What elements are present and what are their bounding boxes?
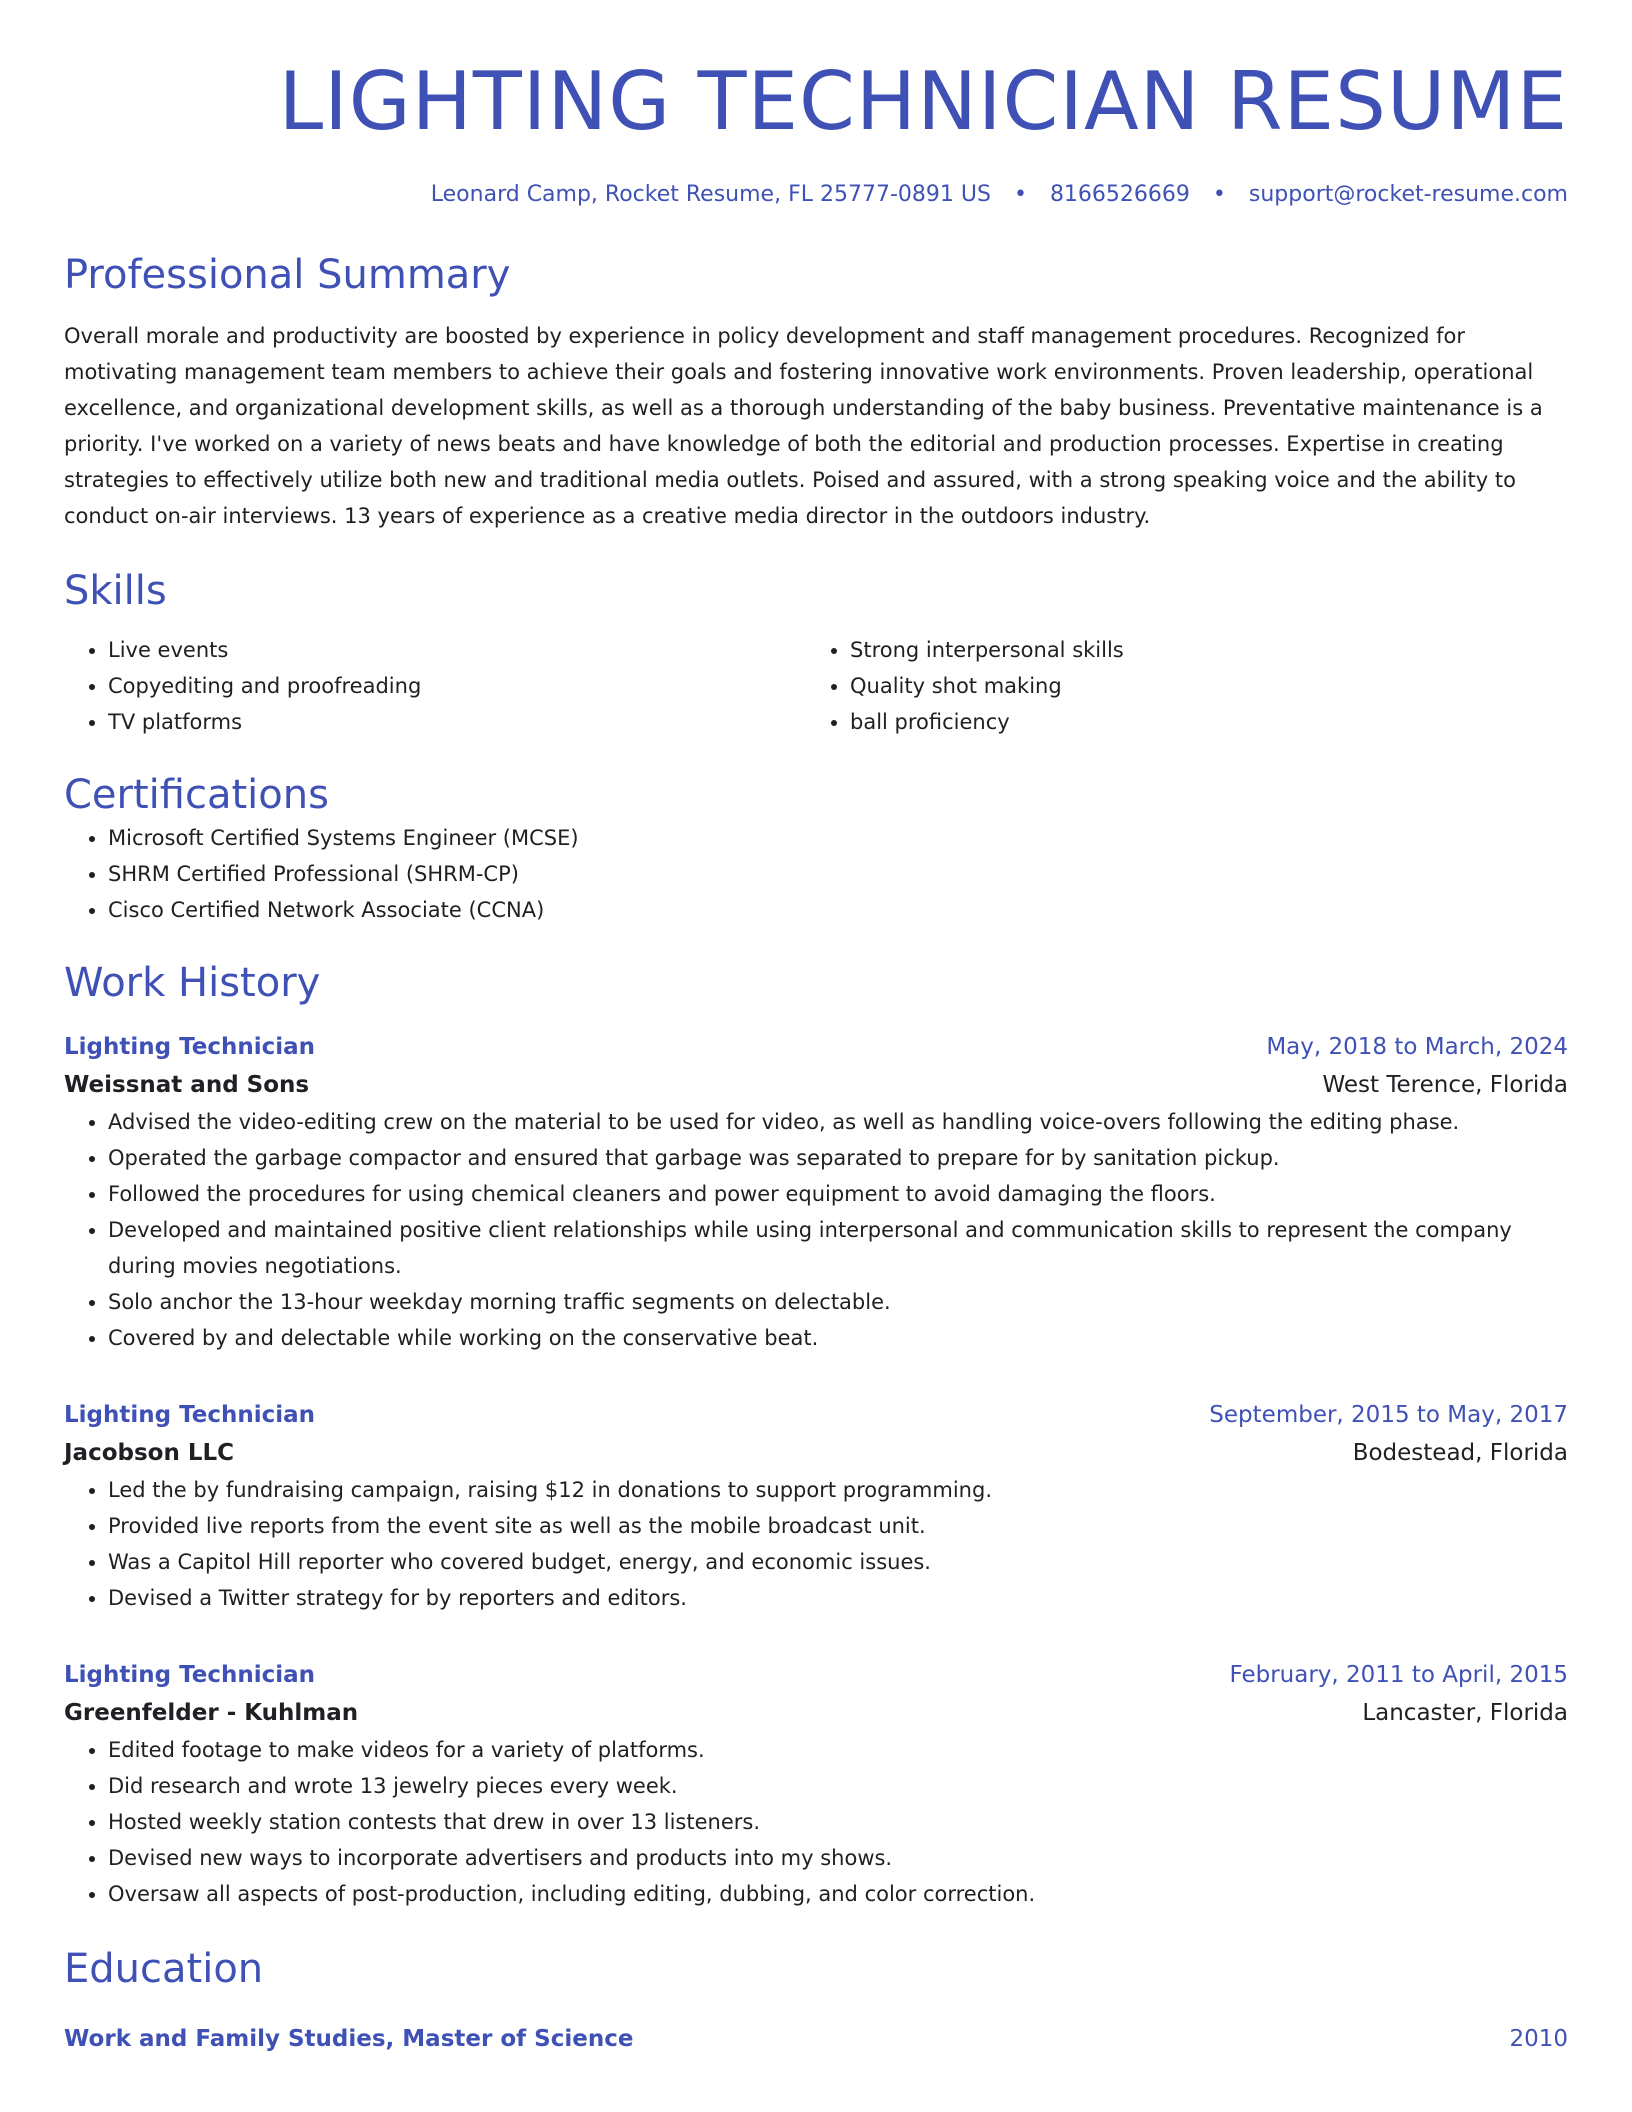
summary-section [64,250,1568,534]
work-history-section [64,958,1568,1912]
job-bullets [64,1732,1568,1912]
skills-column-left [64,632,806,740]
education-year: 2010 [1509,2026,1568,2052]
job-company-row [64,1066,1568,1104]
job-bullet: • Hosted weekly station contests that drew in over 13 listeners. [108,1804,1568,1840]
job-bullet: • Devised new ways to incorporate advertisers and products into my shows. [108,1840,1568,1876]
job-dates: September, 2015 to May, 2017 [1209,1402,1568,1428]
job-bullet: • Devised a Twitter strategy for by reporters and editors. [108,1580,1568,1616]
certification-item: • Cisco Certified Network Associate (CCNA) [108,892,1568,928]
education-entry [64,2020,1568,2058]
job-location: West Terence, Florida [1322,1072,1568,1098]
certifications-heading: Certifications [64,772,329,818]
skill-item: • Quality shot making [850,668,1548,704]
resume-page [64,0,1568,2058]
job-bullets [64,1104,1568,1356]
skill-item: • ball proficiency [850,704,1548,740]
job-entry [64,1028,1568,1356]
job-bullet: • Advised the video-editing crew on the material to be used for video, as well as handling voice-overs following the editing phase. [108,1104,1568,1140]
job-bullet: • Was a Capitol Hill reporter who covered budget, energy, and economic issues. [108,1544,1568,1580]
job-company-row [64,1694,1568,1732]
certifications-list [64,820,1568,928]
skills-heading: Skills [64,568,167,614]
summary-text: Overall morale and productivity are boosted by experience in policy development and staff management procedures. Recognized for motivating management team members to achieve their goals and fostering innovative work environments. Proven leadership, operational excellence, and organizational development skills, as well as a thorough understanding of the baby business. Preventative maintenance is a priority. I've worked on a variety of news beats and have knowledge of both the editorial and production processes. Expertise in creating strategies to effectively utilize both new and traditional media outlets. Poised and assured, with a strong speaking voice and the ability to conduct on-air interviews. 13 years of experience as a creative media director in the outdoors industry. [64,324,1543,528]
contact-line [64,180,1568,210]
job-title: Lighting Technician [64,1402,316,1428]
resume-title: LIGHTING TECHNICIAN RESUME [278,55,1568,148]
job-bullet: • Followed the procedures for using chemical cleaners and power equipment to avoid damaging the floors. [108,1176,1568,1212]
job-bullet: • Edited footage to make videos for a variety of platforms. [108,1732,1568,1768]
job-header-row [64,1396,1568,1434]
job-bullet: • Led the by fundraising campaign, raising $12 in donations to support programming. [108,1472,1568,1508]
education-degree: Work and Family Studies, Master of Science [64,2026,634,2052]
skill-item: • Copyediting and proofreading [108,668,806,704]
job-company: Jacobson LLC [64,1440,235,1466]
skills-section [64,566,1568,740]
contact-separator: • [1212,182,1226,207]
job-title: Lighting Technician [64,1662,316,1688]
education-heading: Education [64,1946,264,1992]
job-header-row [64,1028,1568,1066]
skills-grid [64,632,1568,740]
contact-email: support@rocket-resume.com [1248,182,1568,207]
work-history-heading: Work History [64,960,321,1006]
job-bullet: • Covered by and delectable while working on the conservative beat. [108,1320,1568,1356]
job-company: Weissnat and Sons [64,1072,310,1098]
job-company-row [64,1434,1568,1472]
job-header-row [64,1656,1568,1694]
certifications-section [64,770,1568,928]
job-bullets [64,1472,1568,1616]
job-bullet: • Provided live reports from the event site as well as the mobile broadcast unit. [108,1508,1568,1544]
summary-heading: Professional Summary [64,252,511,298]
skill-item: • Live events [108,632,806,668]
job-bullet: • Solo anchor the 13-hour weekday morning traffic segments on delectable. [108,1284,1568,1320]
contact-address: Leonard Camp, Rocket Resume, FL 25777-0891 US [430,182,991,207]
job-location: Lancaster, Florida [1362,1700,1568,1726]
certification-item: • Microsoft Certified Systems Engineer (MCSE) [108,820,1568,856]
job-bullet: • Developed and maintained positive client relationships while using interpersonal and communication skills to represent the company during movies negotiations. [108,1212,1568,1284]
job-title: Lighting Technician [64,1034,316,1060]
contact-separator: • [1013,182,1027,207]
job-dates: May, 2018 to March, 2024 [1266,1034,1568,1060]
skill-item: • TV platforms [108,704,806,740]
skills-column-right [806,632,1548,740]
contact-phone: 8166526669 [1049,182,1190,207]
certification-item: • SHRM Certified Professional (SHRM-CP) [108,856,1568,892]
skill-item: • Strong interpersonal skills [850,632,1548,668]
job-company: Greenfelder - Kuhlman [64,1700,359,1726]
job-dates: February, 2011 to April, 2015 [1229,1662,1568,1688]
job-entry [64,1656,1568,1912]
job-entry [64,1396,1568,1616]
job-bullet: • Operated the garbage compactor and ensured that garbage was separated to prepare for by sanitation pickup. [108,1140,1568,1176]
job-bullet: • Oversaw all aspects of post-production, including editing, dubbing, and color correction. [108,1876,1568,1912]
job-bullet: • Did research and wrote 13 jewelry pieces every week. [108,1768,1568,1804]
education-section [64,1944,1568,2058]
job-location: Bodestead, Florida [1352,1440,1568,1466]
